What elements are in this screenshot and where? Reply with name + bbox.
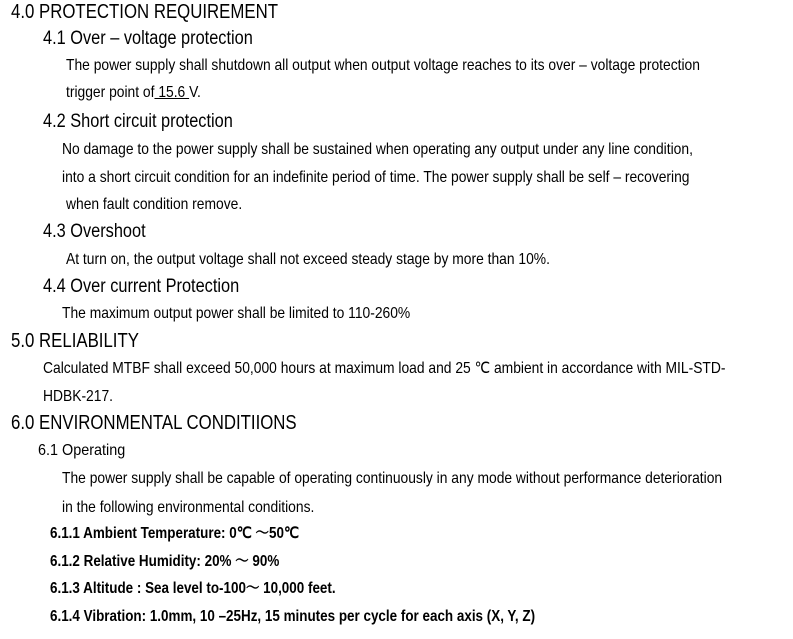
trigger-point-value: 15.6 [154,84,190,101]
section-heading-protection: 4.0 PROTECTION REQUIREMENT [11,1,278,23]
paragraph-line: The power supply shall be capable of operating continuously in any mode without performance deterioration [62,470,723,487]
subsection-heading-operating: 6.1 Operating [38,442,126,459]
list-item-vibration: 6.1.4 Vibration: 1.0mm, 10 –25Hz, 15 minutes per cycle for each axis (X, Y, Z) [50,608,536,625]
paragraph-line: in the following environmental conditions. [62,499,315,516]
section-heading-environmental: 6.0 ENVIRONMENTAL CONDITIIONS [11,412,297,434]
paragraph-line [66,85,201,101]
subsection-heading-short-circuit: 4.2 Short circuit protection [43,111,233,132]
subsection-heading-over-voltage: 4.1 Over – voltage protection [43,28,253,49]
paragraph-line: At turn on, the output voltage shall not exceed steady stage by more than 10%. [66,251,550,268]
list-item-altitude: 6.1.3 Altitude : Sea level to-100～ 10,000 feet. [50,580,336,597]
paragraph-line: Calculated MTBF shall exceed 50,000 hours at maximum load and 25 ℃ ambient in accordance with MIL-STD- [43,360,726,377]
subsection-heading-over-current: 4.4 Over current Protection [43,276,240,297]
text-fragment: trigger point of [66,84,155,101]
paragraph-line: into a short circuit condition for an indefinite period of time. The power supply shall be self – recovering [62,169,690,186]
paragraph-line: HDBK-217. [43,388,113,405]
paragraph-line: The maximum output power shall be limited to 110-260% [62,305,411,322]
list-item-ambient-temperature: 6.1.1 Ambient Temperature: 0℃ ～50℃ [50,525,300,542]
paragraph-line: The power supply shall shutdown all output when output voltage reaches to its over – voltage protection [66,57,700,74]
list-item-relative-humidity: 6.1.2 Relative Humidity: 20% ～ 90% [50,553,280,570]
section-heading-reliability: 5.0 RELIABILITY [11,330,139,352]
text-fragment: V. [189,84,201,101]
paragraph-line: No damage to the power supply shall be sustained when operating any output under any line condition, [62,141,693,158]
paragraph-line: when fault condition remove. [66,196,243,213]
subsection-heading-overshoot: 4.3 Overshoot [43,221,146,242]
